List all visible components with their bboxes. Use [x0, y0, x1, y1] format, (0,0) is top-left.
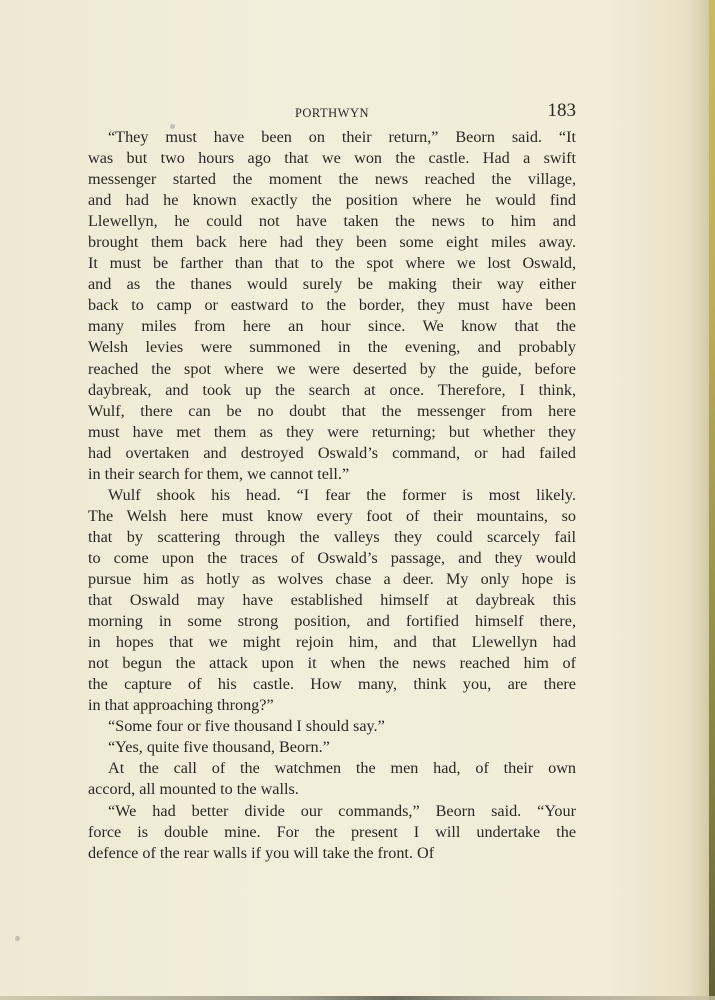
page-number: 183 — [547, 100, 576, 121]
page-edge-right — [709, 0, 715, 1000]
text-line: in their search for them, we cannot tell.” — [88, 464, 350, 483]
text-line: that Oswald may have established himself at daybreak this — [88, 591, 576, 610]
text-line: pursue him as hotly as wolves chase a deer. My only hope is — [88, 569, 576, 588]
text-line: must have met them as they were returning; but whether they — [88, 422, 576, 441]
paragraph — [88, 737, 576, 758]
paragraph — [88, 485, 576, 717]
text-line: At the call of the watchmen the men had, of their own — [108, 759, 576, 778]
paragraph — [88, 801, 576, 864]
text-line: defence of the rear walls if you will take the front. Of — [88, 843, 435, 862]
text-line: Welsh levies were summoned in the evening, and probably — [88, 338, 576, 357]
text-line: reached the spot where we were deserted by the guide, before — [88, 359, 576, 378]
text-line: It must be farther than that to the spot where we lost Oswald, — [88, 254, 576, 273]
text-line: to come upon the traces of Oswald’s passage, and they would — [88, 548, 576, 567]
text-line: “We had better divide our commands,” Beorn said. “Your — [108, 801, 576, 820]
text-line: in that approaching throng?” — [88, 696, 274, 715]
text-line: not begun the attack upon it when the news reached him of — [88, 654, 576, 673]
text-line: daybreak, and took up the search at once. Therefore, I think, — [88, 380, 576, 399]
text-line: accord, all mounted to the walls. — [88, 780, 299, 799]
text-line: messenger started the moment the news reached the village, — [88, 170, 576, 189]
text-line: and had he known exactly the position where he would find — [88, 191, 576, 210]
text-line: morning in some strong position, and fortified himself there, — [88, 612, 576, 631]
text-line: in hopes that we might rejoin him, and that Llewellyn had — [88, 633, 576, 652]
page-edge-bottom — [0, 996, 715, 1000]
text-line: “Yes, quite five thousand, Beorn.” — [108, 738, 330, 757]
body-text — [88, 127, 576, 864]
text-line: had overtaken and destroyed Oswald’s command, or had failed — [88, 443, 576, 462]
paper-speck — [15, 936, 20, 941]
running-head: PORTHWYN — [294, 106, 370, 120]
text-line: was but two hours ago that we won the castle. Had a swift — [88, 149, 576, 168]
paragraph — [88, 716, 576, 737]
paragraph — [88, 127, 576, 485]
page-header — [88, 100, 576, 124]
text-line: back to camp or eastward to the border, they must have been — [88, 296, 576, 315]
text-line: force is double mine. For the present I will undertake the — [88, 822, 576, 841]
text-line: Llewellyn, he could not have taken the news to him and — [88, 212, 576, 231]
text-line: “They must have been on their return,” Beorn said. “It — [108, 128, 576, 146]
paragraph — [88, 758, 576, 800]
text-line: the capture of his castle. How many, think you, are there — [88, 675, 576, 694]
text-line: “Some four or five thousand I should say.” — [108, 717, 385, 736]
text-line: brought them back here had they been some eight miles away. — [88, 233, 576, 252]
text-line: Wulf shook his head. “I fear the former is most likely. — [108, 485, 576, 504]
text-line: The Welsh here must know every foot of their mountains, so — [88, 506, 576, 525]
text-line: that by scattering through the valleys they could scarcely fail — [88, 527, 576, 546]
text-line: Wulf, there can be no doubt that the messenger from here — [88, 401, 576, 420]
text-line: and as the thanes would surely be making their way either — [88, 275, 576, 294]
text-line: many miles from here an hour since. We know that the — [88, 317, 576, 336]
